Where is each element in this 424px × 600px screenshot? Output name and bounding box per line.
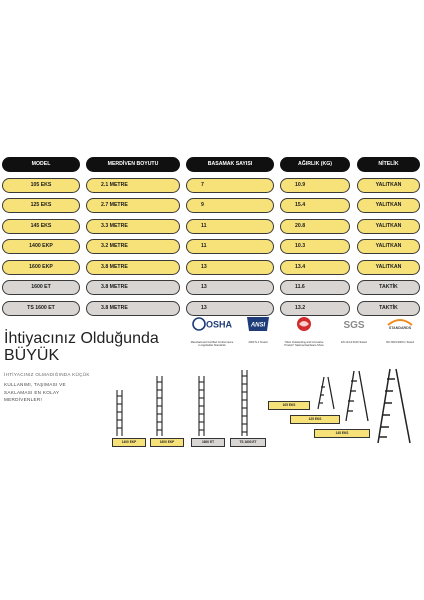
ladder-1600-icon <box>157 376 162 436</box>
table-cell: 1600 EKP <box>2 260 80 275</box>
table-row <box>2 239 422 260</box>
table-cell: 3.8 METRE <box>86 280 180 295</box>
headline <box>4 330 159 364</box>
cert-standards <box>378 315 422 344</box>
table-cell: 125 EKS <box>2 198 80 213</box>
stepladder-105-icon <box>318 377 334 409</box>
ladder-label-1600: 1600 EKP <box>150 438 184 447</box>
stepladder-label-125: 125 EKS <box>290 415 340 424</box>
table-cell: 1400 EKP <box>2 239 80 254</box>
table-row <box>2 260 422 281</box>
table-cell: 13 <box>186 280 274 295</box>
stepladder-illustration <box>262 365 422 455</box>
table-cell: YALITKAN <box>357 178 420 193</box>
table-cell: 3.2 METRE <box>86 239 180 254</box>
header-model: MODEL <box>2 157 80 172</box>
headline-line2: BÜYÜK <box>4 347 60 364</box>
table-cell: 105 EKS <box>2 178 80 193</box>
ladder-label-1400: 1400 EKP <box>112 438 146 447</box>
cert-ansi <box>236 315 280 344</box>
subtext-line1: İHTİYACINIZ OLMADIĞINDA KÜÇÜK <box>4 372 90 377</box>
standards-logo-icon <box>385 316 415 332</box>
subtext-line2: KULLANIMI, TAŞIMASI VE SAKLAMASI EN KOLAY MERDİVENLER! <box>4 382 66 402</box>
table-cell: 3.8 METRE <box>86 301 180 316</box>
table-row <box>2 280 422 301</box>
table-cell: 13.4 <box>280 260 350 275</box>
stepladder-icons <box>262 365 422 455</box>
table-cell: 11 <box>186 219 274 234</box>
header-steps: BASAMAK SAYISI <box>186 157 274 172</box>
ladder-ts-1600-et-icon <box>242 370 247 436</box>
header-weight: AĞIRLIK (KG) <box>280 157 350 172</box>
cert-ansi-caption: 2000 N-1 Tested <box>248 341 268 344</box>
table-cell: 10.3 <box>280 239 350 254</box>
stepladder-label-145: 145 EKS <box>314 429 370 438</box>
table-cell: 20.8 <box>280 219 350 234</box>
osha-logo-icon <box>192 316 232 332</box>
table-cell: 9 <box>186 198 274 213</box>
table-cell: TAKTİK <box>357 280 420 295</box>
cert-award-caption: "Most Outstanding and Innovative Product" National Hardware Show <box>284 341 324 348</box>
ansi-logo-text: ANSI <box>250 322 266 329</box>
sgs-logo-icon <box>339 316 369 332</box>
table-cell: 13 <box>186 260 274 275</box>
stepladder-label-105: 105 EKS <box>268 401 310 410</box>
ladder-label-ts-1600-et: TS 1600 ET <box>230 438 266 447</box>
table-cell: 1600 ET <box>2 280 80 295</box>
cert-standards-caption: ISO 9001:9000-1 Tested <box>385 341 415 344</box>
ladder-label-1600-et: 1600 ET <box>191 438 225 447</box>
table-cell: 15.4 <box>280 198 350 213</box>
table-cell: TS 1600 ET <box>2 301 80 316</box>
ladder-1400-icon <box>117 390 122 436</box>
table-cell: YALITKAN <box>357 198 420 213</box>
table-row <box>2 178 422 199</box>
stepladder-125-icon <box>346 371 368 421</box>
table-cell: 2.7 METRE <box>86 198 180 213</box>
table-cell: 3.3 METRE <box>86 219 180 234</box>
table-row <box>2 198 422 219</box>
table-cell: 11.6 <box>280 280 350 295</box>
table-cell: TAKTİK <box>357 301 420 316</box>
table-cell: 2.1 METRE <box>86 178 180 193</box>
table-cell: 13.2 <box>280 301 350 316</box>
table-row <box>2 219 422 240</box>
ladder-1600-et-icon <box>199 376 204 436</box>
cert-osha-caption: Manufactured Certified Conformance to Applicable Standards <box>190 341 234 348</box>
ansi-logo-icon <box>245 316 271 332</box>
award-logo-icon <box>293 315 315 333</box>
cert-osha <box>190 315 234 347</box>
standards-logo-text: STANDARDS <box>388 326 412 330</box>
sgs-logo-text: SGS <box>343 320 365 331</box>
spec-table <box>2 157 422 321</box>
table-cell: 11 <box>186 239 274 254</box>
cert-award <box>282 315 326 347</box>
table-cell: YALITKAN <box>357 239 420 254</box>
table-cell: 10.9 <box>280 178 350 193</box>
table-header-row <box>2 157 422 178</box>
header-size: MERDİVEN BOYUTU <box>86 157 180 172</box>
table-cell: 145 EKS <box>2 219 80 234</box>
cert-sgs <box>332 315 376 344</box>
extension-ladders <box>112 368 270 448</box>
table-cell: 3.8 METRE <box>86 260 180 275</box>
table-cell: YALITKAN <box>357 219 420 234</box>
headline-line1: İhtiyacınız Olduğunda <box>4 330 159 347</box>
cert-sgs-caption: EN 131-6:2019 Tested <box>341 341 367 344</box>
stepladder-145-icon <box>378 369 410 443</box>
ladder-icons <box>112 368 270 438</box>
table-cell: YALITKAN <box>357 260 420 275</box>
osha-logo-text: OSHA <box>206 319 232 330</box>
header-feature: NİTELİK <box>357 157 420 172</box>
table-cell: 7 <box>186 178 274 193</box>
table-cell: 13 <box>186 301 274 316</box>
